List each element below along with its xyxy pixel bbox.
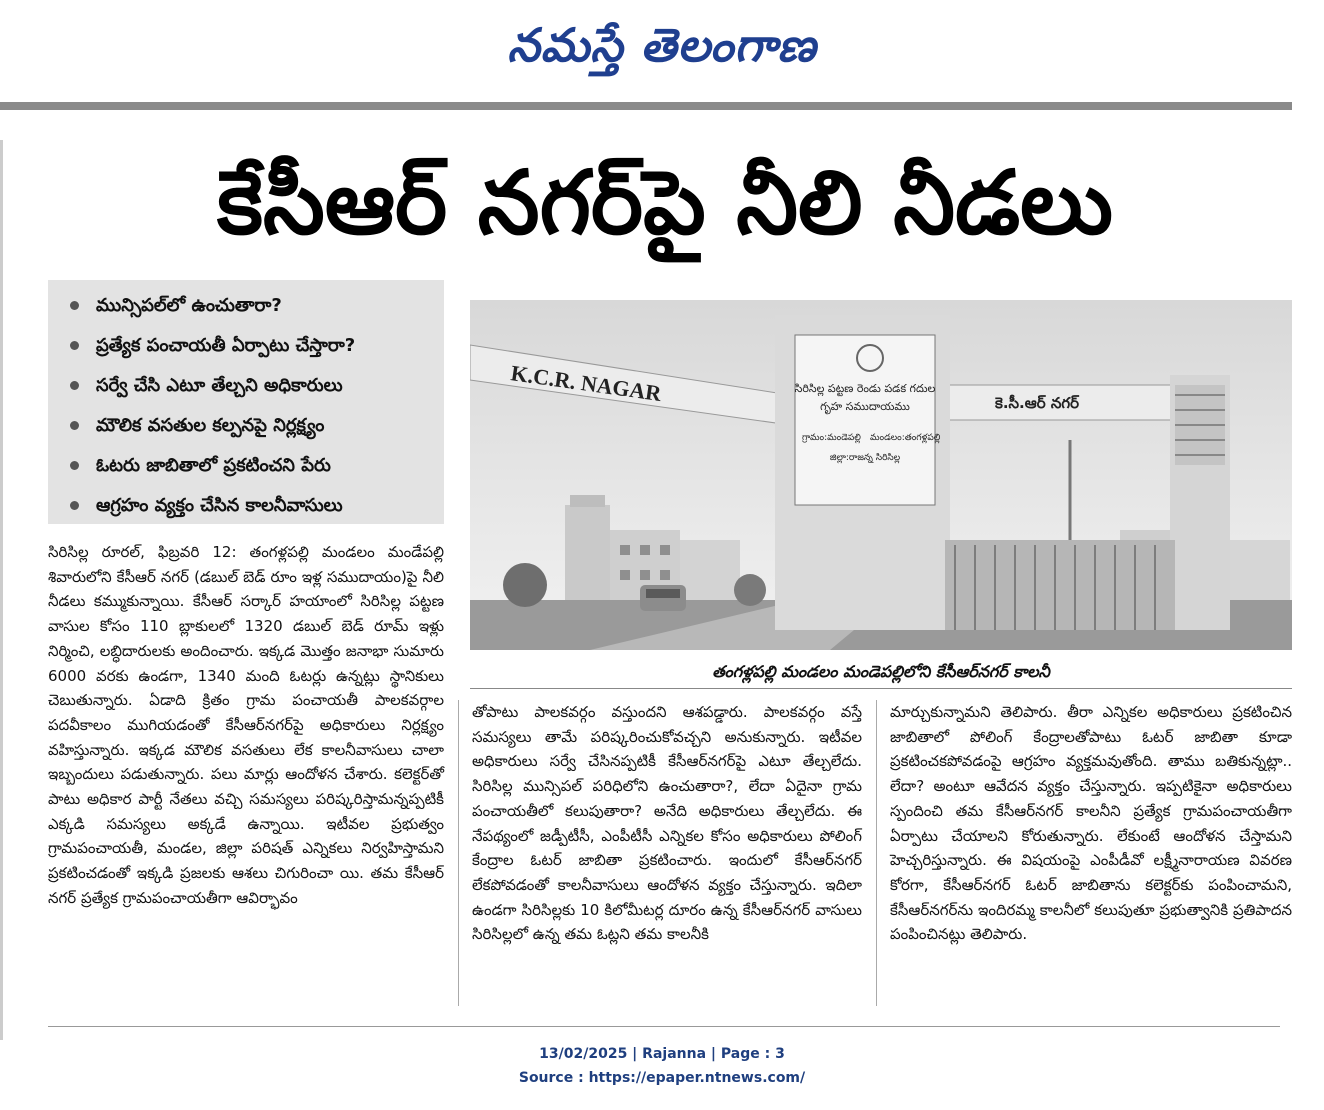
caption-rule <box>470 688 1292 689</box>
left-margin-rule <box>0 140 3 1040</box>
photo-plaque-line3-right: మండలం:తంగళ్లపల్లి <box>870 433 941 443</box>
photo-sign-right: కె.సీ.ఆర్ నగర్ <box>995 394 1080 412</box>
highlight-text: మున్సిపల్‌లో ఉంచుతారా? <box>96 295 282 316</box>
bullet-icon <box>70 341 79 350</box>
article-text: తోపాటు పాలకవర్గం వస్తుందని ఆశపడ్డారు. పాలకవర్గం వస్తే సమస్యలు తామే పరిష్కరించుకోవచ్చని అనుకున్నారు. ఇటీవల అధికారులు సర్వే చేసినప్పటికీ కేసీఆర్‌నగర్‌పై ఎటూ తేల్చలేదు. సిరిసిల్ల మున్సిపల్ పరిధిలోని ఉంచుతారా?, లేదా ఏదైనా గ్రామ పంచాయతీలో కలుపుతారా? అనేది అధికారులు తేల్చలేదు. ఈ నేపథ్యంలో జడ్పీటీసీ, ఎంపీటీసీ ఎన్నికల కోసం అధికారులు పోలింగ్ కేంద్రాల ఓటర్ జాబితా ప్రకటించారు. ఇందులో కేసీఆర్‌నగర్ లేకపోవడంతో కాలనీవాసులు ఆందోళన వ్యక్తం చేస్తున్నారు. ఇదిలా ఉండగా సిరిసిల్లకు 10 కిలోమీటర్ల దూరం ఉన్న కేసీఆర్‌నగర్ వాసులు సిరిసిల్లలో ఉన్న తమ ఓట్లని తమ కాలనీకి <box>472 703 862 944</box>
bullet-icon <box>70 501 79 510</box>
article-column-2 <box>472 700 862 1006</box>
photo-plaque-line4: జిల్లా:రాజన్న సిరిసిల్ల <box>829 453 901 463</box>
photo-caption: తంగళ్లపల్లి మండలం మండెపల్లిలోని కేసీఆర్‌నగర్ కాలనీ <box>712 662 1050 681</box>
highlight-text: సర్వే చేసి ఎటూ తేల్చని అధికారులు <box>96 375 343 396</box>
highlights-box <box>48 280 444 524</box>
masthead-rule <box>0 102 1292 110</box>
highlight-item <box>48 326 444 366</box>
photo-plaque-line3-left: గ్రామం:మండెపల్లి <box>802 433 861 443</box>
highlight-text: ఆగ్రహం వ్యక్తం చేసిన కాలనీవాసులు <box>96 495 343 516</box>
bullet-icon <box>70 461 79 470</box>
highlight-item <box>48 286 444 326</box>
footer-source[interactable]: Source : https://epaper.ntnews.com/ <box>518 1070 806 1086</box>
article-text: మార్చుకున్నామని తెలిపారు. తీరా ఎన్నికల అధికారులు ప్రకటించిన జాబితాలో పోలింగ్ కేంద్రాలతోపాటు ఓటర్ జాబితా కూడా ప్రకటించకపోవడంపై ఆగ్రహం వ్యక్తమవుతోంది. తాము బతికున్నట్లా.. లేదా? అంటూ ఆవేదన వ్యక్తం చేస్తున్నారు. ఇప్పటికైనా అధికారులు స్పందించి తమ కేసీఆర్‌నగర్ కాలనీని ప్రత్యేక గ్రామపంచాయతీగా ఏర్పాటు చేయాలని కోరుతున్నారు. లేకుంటే ఆందోళన చేస్తామని హెచ్చరిస్తున్నారు. ఈ విషయంపై ఎంపీడీవో లక్ష్మీనారాయణ వివరణ కోరగా, కేసీఆర్‌నగర్ ఓటర్ జాబితాను కలెక్టర్‌కు పంపించామని, కేసీఆర్‌నగర్‌ను ఇందిరమ్మ కాలనీలో కలుపుతూ ప్రభుత్వానికి ప్రతిపాదన పంపించినట్లు తెలిపారు. <box>890 703 1292 944</box>
photo-sign-left: K.C.R. NAGAR <box>509 360 663 407</box>
highlight-item <box>48 446 444 486</box>
highlight-text: ఓటరు జాబితాలో ప్రకటించని పేరు <box>96 455 331 476</box>
bullet-icon <box>70 381 79 390</box>
bullet-icon <box>70 421 79 430</box>
article-photo <box>470 300 1292 650</box>
highlight-item <box>48 366 444 406</box>
highlight-text: ప్రత్యేక పంచాయతీ ఏర్పాటు చేస్తారా? <box>96 335 356 356</box>
photo-plaque-line1: సిరిసిల్ల పట్టణ రెండు పడక గదుల <box>794 382 936 395</box>
article-column-1 <box>48 540 444 1008</box>
article-headline: కేసీఆర్ నగర్‌పై నీలి నీడలు <box>217 151 1113 254</box>
highlight-text: మౌలిక వసతుల కల్పనపై నిర్లక్ష్యం <box>96 415 325 436</box>
article-text: సిరిసిల్ల రూరల్, ఫిబ్రవరి 12: తంగళ్లపల్లి మండలం మండేపల్లి శివారులోని కేసీఆర్ నగర్ (డబుల్ బెడ్ రూం ఇళ్ల సముదాయం)పై నీలి నీడలు కమ్ముకున్నాయి. కేసీఆర్ సర్కార్ హయాంలో సిరిసిల్ల పట్టణ వాసుల కోసం 110 బ్లాకులలో 1320 డబుల్ బెడ్ రూమ్ ఇళ్లు నిర్మించి, లబ్ధిదారులకు అందించారు. ఇక్కడ మొత్తం జనాభా సుమారు 6000 వరకు ఉండగా, 1340 మంది ఓటర్లు ఉన్నట్లు స్థానికులు చెబుతున్నారు. ఏడాది క్రితం గ్రామ పంచాయతీ పాలకవర్గాల పదవీకాలం ముగియడంతో కేసీఆర్‌నగర్‌పై అధికారులు నిర్లక్ష్యం వహిస్తున్నారు. ఇక్కడ మౌలిక వసతులు లేక కాలనీవాసులు చాలా ఇబ్బందులు పడుతున్నారు. పలు మార్లు ఆందోళన చేశారు. కలెక్టర్‌తో పాటు అధికార పార్టీ నేతలు వచ్చి సమస్యలు పరిష్కరిస్తామన్నప్పటికీ ఎక్కడి సమస్యలు అక్కడే ఉన్నాయి. ఇటీవల ప్రభుత్వం గ్రామపంచాయతీ, మండల, జిల్లా పరిషత్ ఎన్నికలు నిర్వహిస్తామని ప్రకటించడంతో ఇక్కడి ప్రజలకు ఆశలు చిగురించా యి. తమ కేసీఆర్ నగర్ ప్రత్యేక గ్రామపంచాయతీగా ఆవిర్భావం <box>48 543 444 907</box>
column-divider <box>458 700 459 1006</box>
footer-date-page: 13/02/2025 | Rajanna | Page : 3 <box>539 1046 785 1062</box>
photo-plaque-line2: గృహ సముదాయము <box>820 400 910 413</box>
footer-rule <box>48 1026 1280 1027</box>
masthead <box>0 0 1324 96</box>
article-column-3 <box>890 700 1292 1006</box>
column-divider <box>876 700 877 1006</box>
bullet-icon <box>70 301 79 310</box>
highlight-item <box>48 406 444 446</box>
highlight-item <box>48 486 444 526</box>
newspaper-logo: నమస్తే తెలంగాణ <box>507 18 817 72</box>
